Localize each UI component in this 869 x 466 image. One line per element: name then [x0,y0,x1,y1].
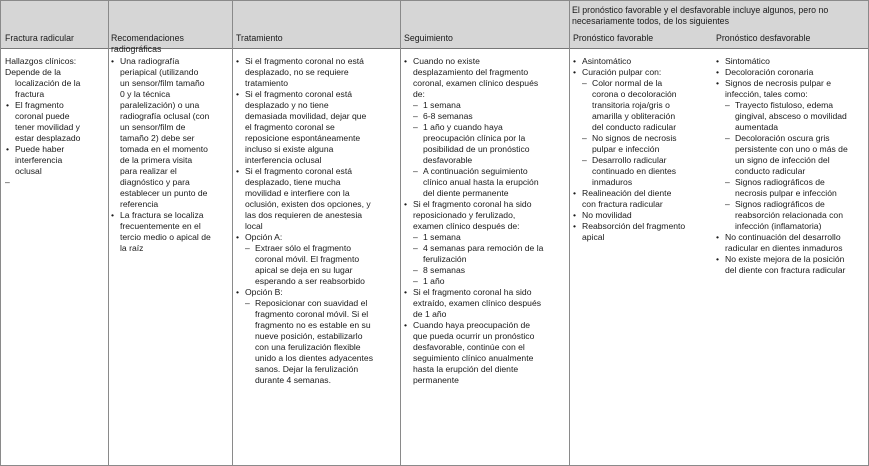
cell-line: unido a los dientes adyacentes [255,353,374,363]
cell-line: desfavorable, continúe con el [413,342,525,352]
column-tratamiento [235,56,399,386]
cell-line: – Color normal de la [572,78,712,89]
cell-line: apical [582,232,605,242]
cell-line: del diente con fractura radicular [725,265,846,275]
cell-line: local [245,221,263,231]
cell-line: – 6-8 semanas [403,111,568,122]
cell-line: las dos requieren de anestesia [245,210,363,220]
cell-line: amarilla y obliteración [592,111,676,121]
cell-line: – A continuación seguimiento [403,166,568,177]
cell-line: • Cuando haya preocupación de [403,320,568,331]
cell-line: – [5,177,10,187]
cell-line: • Una radiografía [110,56,231,67]
cell-line: un sensor/film tamaño [120,78,205,88]
cell-line: extraído, examen clínico después [413,298,542,308]
cell-line: que pueda ocurrir un pronóstico [413,331,535,341]
cell-line: – Decoloración oscura gris [715,133,867,144]
cell-line: • Curación pulpar con: [572,67,712,78]
cell-line: interferencia oclusal [245,155,322,165]
cell-line: – 1 año y cuando haya [403,122,568,133]
cell-line: pulpar e infección [592,144,660,154]
cell-line: • Si el fragmento coronal no está [235,56,399,67]
column-pronostico-desfavorable [715,56,867,276]
cell-line: • Signos de necrosis pulpar e [715,78,867,89]
cell-line: tomada en el momento [120,144,208,154]
cell-line: periapical (utilizando [120,67,199,77]
cell-line: • Asintomático [572,56,712,67]
cell-line: persistente con uno o más de [735,144,848,154]
cell-line: – 1 semana [403,100,568,111]
cell-line: desplazado, no se requiere [245,67,349,77]
cell-line: • Opción B: [235,287,399,298]
cell-lines [110,56,231,254]
cell-line: – Desarrollo radicular [572,155,712,166]
cell-lines [572,56,712,243]
cell-line: tamaño 2) debe ser [120,133,195,143]
cell-line: clínico anual hasta la erupción [423,177,539,187]
cell-line: referencia [120,199,159,209]
cell-line: fragmento no es estable en su [255,320,371,330]
cell-line: radiografía oclusal (con [120,111,210,121]
cell-line: 0 y la técnica [120,89,171,99]
cell-line: incluso si existe alguna [245,144,334,154]
cell-line: demasiada movilidad, dejar que [245,111,367,121]
cell-line: – 1 semana [403,232,568,243]
column-pronostico-favorable [572,56,712,243]
cell-line: – Signos radiográficos de [715,177,867,188]
header-fractura-radicular: Fractura radicular [5,33,74,43]
cell-line: oclusal [15,166,42,176]
cell-line: • Sintomático [715,56,867,67]
cell-line: • Si el fragmento coronal ha sido [403,199,568,210]
prognosis-note: El pronóstico favorable y el desfavorable incluye algunos, pero no necesariamente todos, de los siguientes [572,5,829,26]
header-seguimiento: Seguimiento [404,33,453,43]
cell-line: fractura [15,89,45,99]
cell-line: • Si el fragmento coronal está [235,89,399,100]
cell-line: sanos. Dejar la ferulización [255,364,359,374]
cell-line: frecuentemente en el [120,221,201,231]
cell-line: • No movilidad [572,210,712,221]
cell-line: infección (inflamatoria) [735,221,822,231]
cell-line: infección, tales como: [725,89,808,99]
cell-line: • El fragmento [5,100,107,111]
header-pronostico-favorable: Pronóstico favorable [573,33,654,43]
cell-line: ferulización [423,254,467,264]
cell-line: esperando a ser reabsorbido [255,276,365,286]
cell-line: continuado en dientes [592,166,677,176]
cell-line: preocupación clínica por la [423,133,526,143]
cell-line: localización de la [15,78,81,88]
cell-line: radicular en dientes inmaduros [725,243,843,253]
cell-line: desplazamiento del fragmento [413,67,529,77]
column-seguimiento [403,56,568,386]
cell-line: examen clínico después de: [413,221,520,231]
cell-line: estar desplazado [15,133,81,143]
cell-line: transitoria roja/gris o [592,100,670,110]
cell-line: conducto radicular [735,166,806,176]
cell-line: desfavorable [423,155,473,165]
cell-line: de: [413,89,425,99]
cell-line: • Cuando no existe [403,56,568,67]
cell-line: • No continuación del desarrollo [715,232,867,243]
header-recomendaciones: Recomendaciones radiográficas [111,33,184,54]
cell-line: desplazado, tiene mucha [245,177,341,187]
cell-line: gingival, absceso o movilidad [735,111,847,121]
cell-line: reposicionado y ferulizado, [413,210,516,220]
cell-line: diagnóstico y para [120,177,190,187]
header-pronostico-desfavorable: Pronóstico desfavorable [716,33,811,43]
cell-line: • La fractura se localiza [110,210,231,221]
cell-lines [5,56,107,188]
cell-line: • Si el fragmento coronal está [235,166,399,177]
cell-line: aumentada [735,122,779,132]
cell-lines [715,56,867,276]
cell-line: tener movilidad y [15,122,80,132]
cell-line: – Signos radiográficos de [715,199,867,210]
cell-lines [403,56,568,386]
cell-line: reposicione espontáneamente [245,133,361,143]
cell-line: durante 4 semanas. [255,375,331,385]
cell-line: un sensor/film de [120,122,186,132]
header-tratamiento: Tratamiento [236,33,283,43]
cell-line: posibilidad de un pronóstico [423,144,530,154]
cell-line: – Reposicionar con suavidad el [235,298,399,309]
cell-line: • Si el fragmento coronal ha sido [403,287,568,298]
cell-line: • Decoloración coronaria [715,67,867,78]
cell-line: coronal puede [15,111,70,121]
cell-line: la raíz [120,243,144,253]
cell-lines [235,56,399,386]
cell-line: corona o decoloración [592,89,677,99]
cell-line: coronal, examen clínico después [413,78,539,88]
cell-line: Depende de la [5,67,61,77]
cell-line: del conducto radicular [592,122,677,132]
cell-line: hasta la erupción del diente [413,364,519,374]
cell-line: necrosis pulpar e infección [735,188,837,198]
cell-line: coronal móvil. El fragmento [255,254,360,264]
cell-line: desplazado y no tiene [245,100,329,110]
column-recomendaciones [110,56,231,254]
cell-line: • Puede haber [5,144,107,155]
column-fractura-radicular [5,56,107,188]
cell-line: un signo de infección del [735,155,830,165]
cell-line: seguimiento clínico anualmente [413,353,534,363]
cell-line: tercio medio o apical de [120,232,211,242]
cell-line: nueve posición, estabilizarlo [255,331,363,341]
cell-line: • Realineación del diente [572,188,712,199]
cell-line: con una ferulización flexible [255,342,361,352]
cell-line: fragmento coronal móvil. Si el [255,309,369,319]
cell-line: • No existe mejora de la posición [715,254,867,265]
cell-line: – Trayecto fistuloso, edema [715,100,867,111]
cell-line: – 1 año [403,276,568,287]
cell-line: tratamiento [245,78,288,88]
cell-line: reabsorción relacionada con [735,210,843,220]
cell-line: – 8 semanas [403,265,568,276]
cell-line: – Extraer sólo el fragmento [235,243,399,254]
cell-line: de 1 año [413,309,447,319]
cell-line: – No signos de necrosis [572,133,712,144]
cell-line: permanente [413,375,459,385]
cell-line: inmaduros [592,177,633,187]
cell-line: oclusión, existen dos opciones, y [245,199,371,209]
cell-line: • Opción A: [235,232,399,243]
cell-line: para realizar el [120,166,177,176]
cell-line: con fractura radicular [582,199,663,209]
cell-line: paralelización) o una [120,100,200,110]
cell-line: de la primera visita [120,155,193,165]
cell-line: interferencia [15,155,63,165]
cell-line: el fragmento coronal se [245,122,335,132]
cell-line: apical se deja en su lugar [255,265,353,275]
cell-line: – 4 semanas para remoción de la [403,243,568,254]
cell-line: establecer un punto de [120,188,208,198]
cell-line: del diente permanente [423,188,509,198]
cell-line: Hallazgos clínicos: [5,56,77,66]
cell-line: • Reabsorción del fragmento [572,221,712,232]
cell-line: movilidad e interfiere con la [245,188,350,198]
